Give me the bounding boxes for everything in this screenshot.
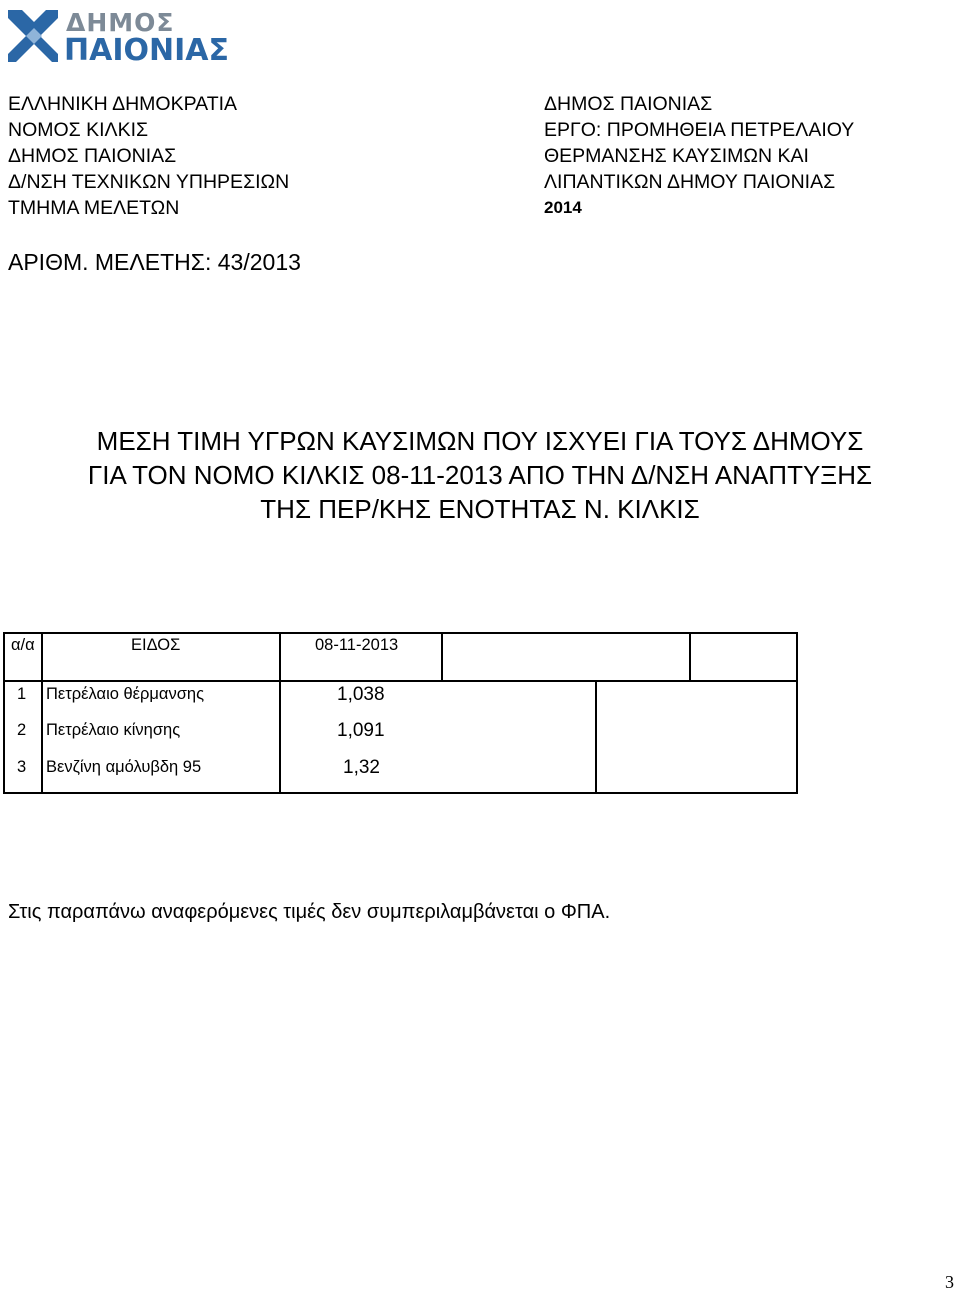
header-item: ΕΙΔΟΣ bbox=[131, 636, 181, 654]
row-no: 2 bbox=[17, 721, 27, 739]
row-no: 1 bbox=[17, 685, 27, 703]
header-date: 08-11-2013 bbox=[315, 636, 399, 654]
project-municipality: ΔΗΜΟΣ ΠΑΙΟΝΙΑΣ bbox=[544, 93, 713, 115]
title-line: ΓΙΑ ΤΟΝ ΝΟΜΟ ΚΙΛΚΙΣ 08-11-2013 ΑΠΟ ΤΗΝ Δ/ΝΣΗ ΑΝΑΠΤΥΞΗΣ bbox=[87, 460, 873, 490]
issuer-block bbox=[8, 91, 289, 221]
column-divider bbox=[441, 632, 443, 682]
project-line: ΕΡΓΟ: ΠΡΟΜΗΘΕΙΑ ΠΕΤΡΕΛΑΙΟΥ bbox=[544, 119, 855, 141]
table-border bbox=[3, 632, 5, 794]
row-item: Πετρέλαιο κίνησης bbox=[46, 721, 181, 739]
column-divider bbox=[689, 632, 691, 682]
header-divider bbox=[3, 680, 798, 682]
issuer-line: ΕΛΛΗΝΙΚΗ ΔΗΜΟΚΡΑΤΙΑ bbox=[8, 93, 238, 115]
row-item: Βενζίνη αμόλυβδη 95 bbox=[46, 758, 202, 776]
study-number: ΑΡΙΘΜ. ΜΕΛΕΤΗΣ: 43/2013 bbox=[8, 249, 301, 275]
project-line: ΛΙΠΑΝΤΙΚΩΝ ΔΗΜΟΥ ΠΑΙΟΝΙΑΣ bbox=[544, 171, 836, 193]
vat-note: Στις παραπάνω αναφερόμενες τιμές δεν συμπεριλαμβάνεται ο ΦΠΑ. bbox=[8, 901, 611, 923]
table-border bbox=[3, 792, 798, 794]
title-line: ΜΕΣΗ ΤΙΜΗ ΥΓΡΩΝ ΚΑΥΣΙΜΩΝ ΠΟΥ ΙΣΧΥΕΙ ΓΙΑ ΤΟΥΣ ΔΗΜΟΥΣ bbox=[96, 426, 864, 456]
row-price: 1,038 bbox=[337, 684, 385, 705]
row-price: 1,091 bbox=[337, 720, 385, 741]
issuer-line: ΔΗΜΟΣ ΠΑΙΟΝΙΑΣ bbox=[8, 145, 177, 167]
municipality-logo bbox=[8, 8, 248, 66]
table-border bbox=[3, 632, 798, 634]
header-no: α/α bbox=[11, 636, 35, 654]
page-number: 3 bbox=[945, 1272, 954, 1292]
title-line: ΤΗΣ ΠΕΡ/ΚΗΣ ΕΝΟΤΗΤΑΣ Ν. ΚΙΛΚΙΣ bbox=[260, 494, 700, 524]
project-line: ΘΕΡΜΑΝΣΗΣ ΚΑΥΣΙΜΩΝ ΚΑΙ bbox=[544, 145, 809, 167]
project-year: 2014 bbox=[544, 198, 582, 217]
project-block bbox=[544, 91, 854, 221]
issuer-line: ΝΟΜΟΣ ΚΙΛΚΙΣ bbox=[8, 119, 149, 141]
column-divider bbox=[595, 680, 597, 794]
logo-text-line1: ΔΗΜΟΣ bbox=[66, 8, 175, 37]
row-price: 1,32 bbox=[343, 757, 380, 778]
logo-text-line2: ΠΑΙΟΝΙΑΣ bbox=[64, 33, 229, 68]
issuer-line: ΤΜΗΜΑ ΜΕΛΕΤΩΝ bbox=[8, 197, 180, 219]
column-divider bbox=[279, 632, 281, 794]
row-item: Πετρέλαιο θέρμανσης bbox=[46, 685, 205, 703]
logo-mark-icon bbox=[8, 8, 60, 64]
document-title bbox=[0, 424, 960, 526]
row-no: 3 bbox=[17, 758, 27, 776]
table-border bbox=[796, 632, 798, 794]
column-divider bbox=[41, 632, 43, 794]
fuel-price-table bbox=[3, 632, 798, 794]
issuer-line: Δ/ΝΣΗ ΤΕΧΝΙΚΩΝ ΥΠΗΡΕΣΙΩΝ bbox=[8, 171, 290, 193]
